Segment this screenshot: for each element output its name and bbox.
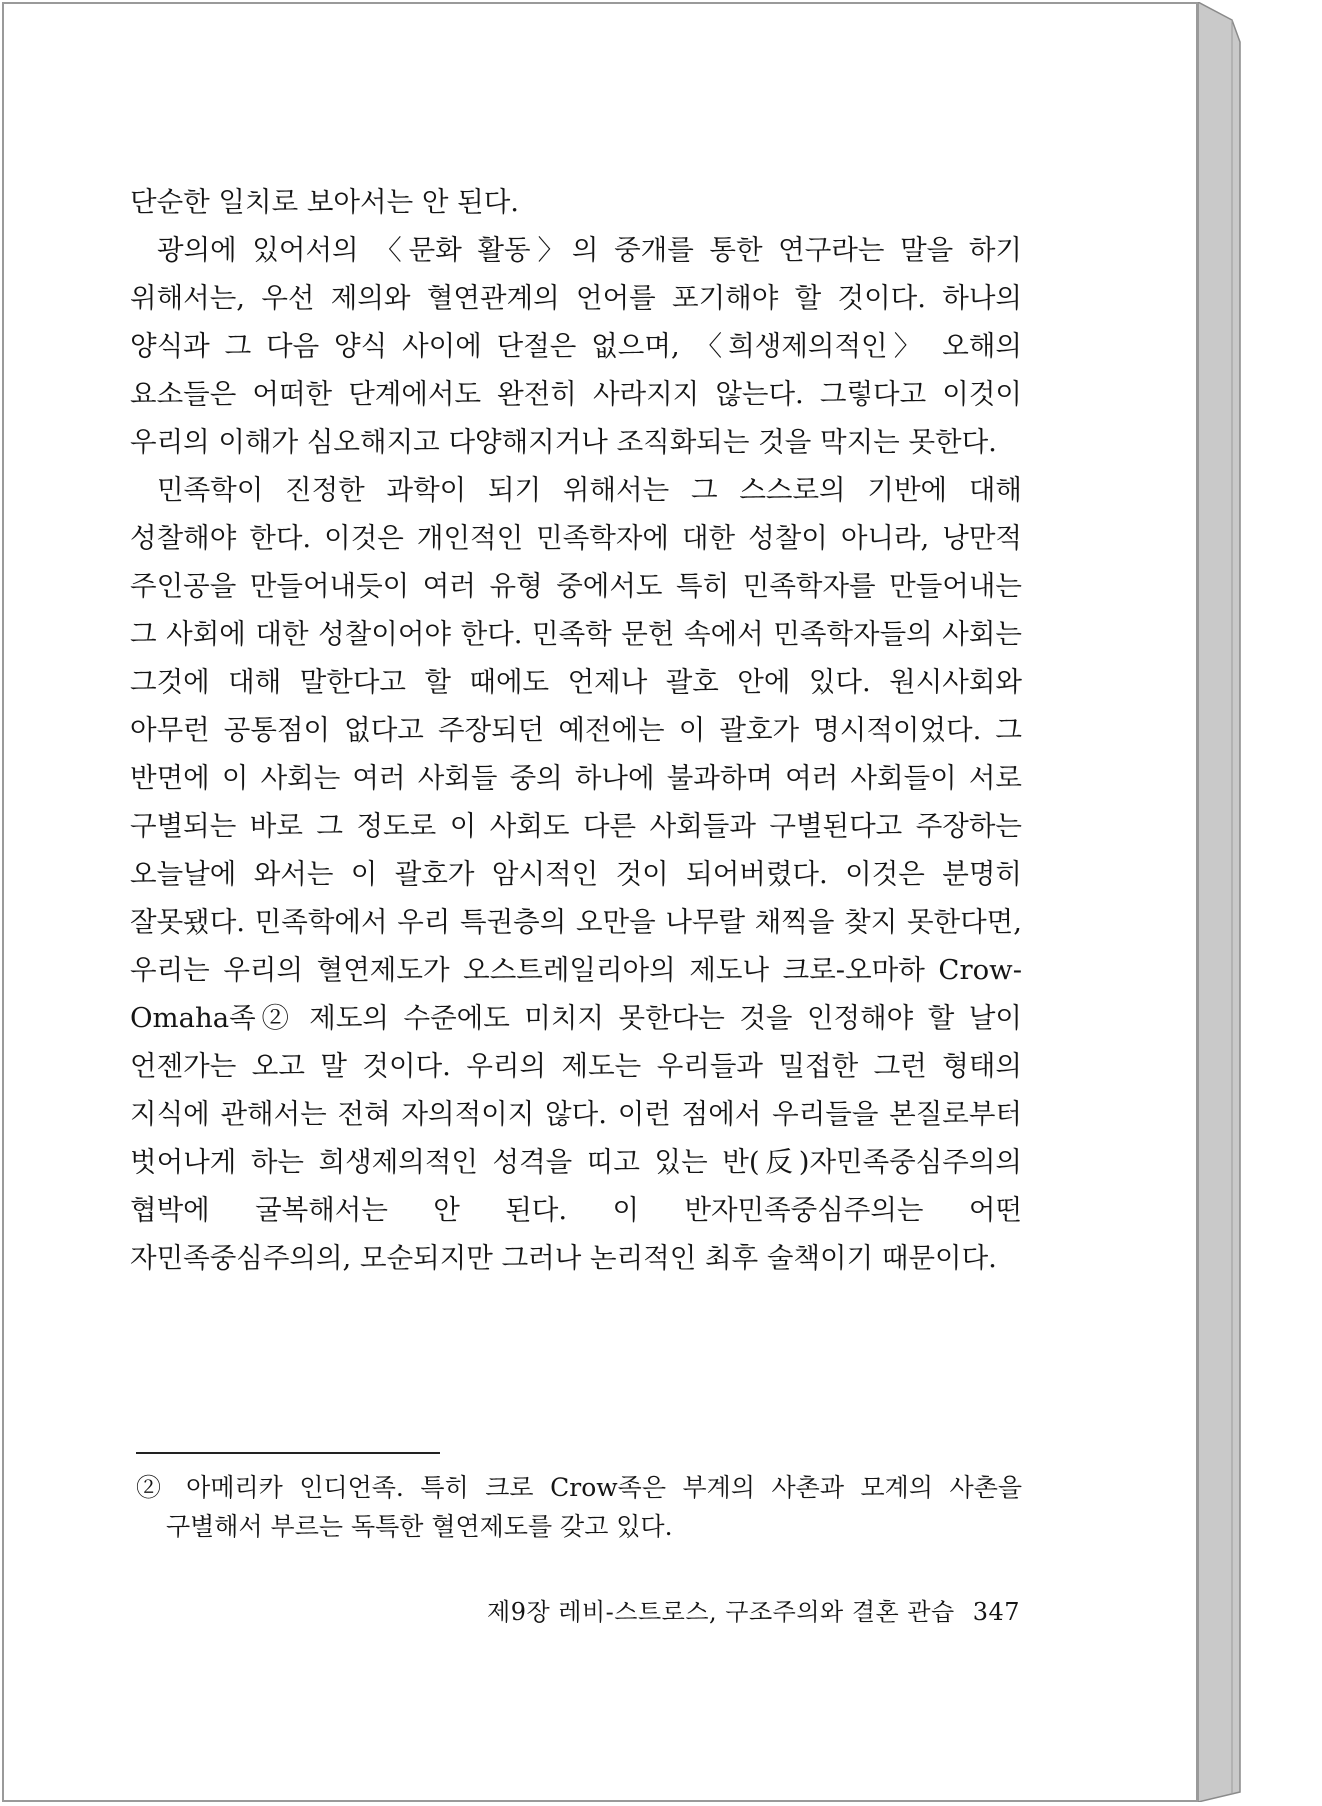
footnote: ② 아메리카 인디언족. 특히 크로 Crow족은 부계의 사촌과 모계의 사촌을 구별해서 부르는 독특한 혈연제도를 갖고 있다. <box>136 1473 1022 1541</box>
body-text <box>130 178 1022 1282</box>
running-footer <box>420 1592 1020 1627</box>
running-title: 제9장 레비-스트로스, 구조주의와 결혼 관습 <box>487 1598 955 1626</box>
page-number: 347 <box>972 1598 1020 1626</box>
paragraph-2: 광의에 있어서의 〈문화 활동〉의 중개를 통한 연구라는 말을 하기 위해서는, 우선 제의와 혈연관계의 언어를 포기해야 할 것이다. 하나의 양식과 그 다음 양식 사이에 단절은 없으며, 〈희생제의적인〉 오해의 요소들은 어떠한 단계에서도 완전히 사라지지 않는다. 그렇다고 이것이 우리의 이해가 심오해지고 다양해지거나 조직화되는 것을 막지는 못한다. <box>130 234 1022 458</box>
footnote-divider <box>136 1452 440 1454</box>
paragraph-1: 단순한 일치로 보아서는 안 된다. <box>130 186 520 218</box>
paragraph-3: 민족학이 진정한 과학이 되기 위해서는 그 스스로의 기반에 대해 성찰해야 한다. 이것은 개인적인 민족학자에 대한 성찰이 아니라, 낭만적 주인공을 만들어내듯이 여러 유형 중에서도 특히 민족학자를 만들어내는 그 사회에 대한 성찰이어야 한다. 민족학 문헌 속에서 민족학자들의 사회는 그것에 대해 말한다고 할 때에도 언제나 괄호 안에 있다. 원시사회와 아무런 공통점이 없다고 주장되던 예전에는 이 괄호가 명시적이었다. 그 반면에 이 사회는 여러 사회들 중의 하나에 불과하며 여러 사회들이 서로 구별되는 바로 그 정도로 이 사회도 다른 사회들과 구별된다고 주장하는 오늘날에 와서는 이 괄호가 암시적인 것이 되어버렸다. 이것은 분명히 잘못됐다. 민족학에서 우리 특권층의 오만을 나무랄 채찍을 찾지 못한다면, 우리는 우리의 혈연제도가 오스트레일리아의 제도나 크로-오마하 Crow-Omaha족② 제도의 수준에도 미치지 못한다는 것을 인정해야 할 날이 언젠가는 오고 말 것이다. 우리의 제도는 우리들과 밀접한 그런 형태의 지식에 관해서는 전혀 자의적이지 않다. 이런 점에서 우리들을 본질로부터 벗어나게 하는 희생제의적인 성격을 띠고 있는 반(反)자민족중심주의의 협박에 굴복해서는 안 된다. 이 반자민족중심주의는 어떤 자민족중심주의의, 모순되지만 그러나 논리적인 최후 술책이기 때문이다. <box>130 474 1022 1274</box>
page-stack-edge <box>1198 2 1244 1802</box>
